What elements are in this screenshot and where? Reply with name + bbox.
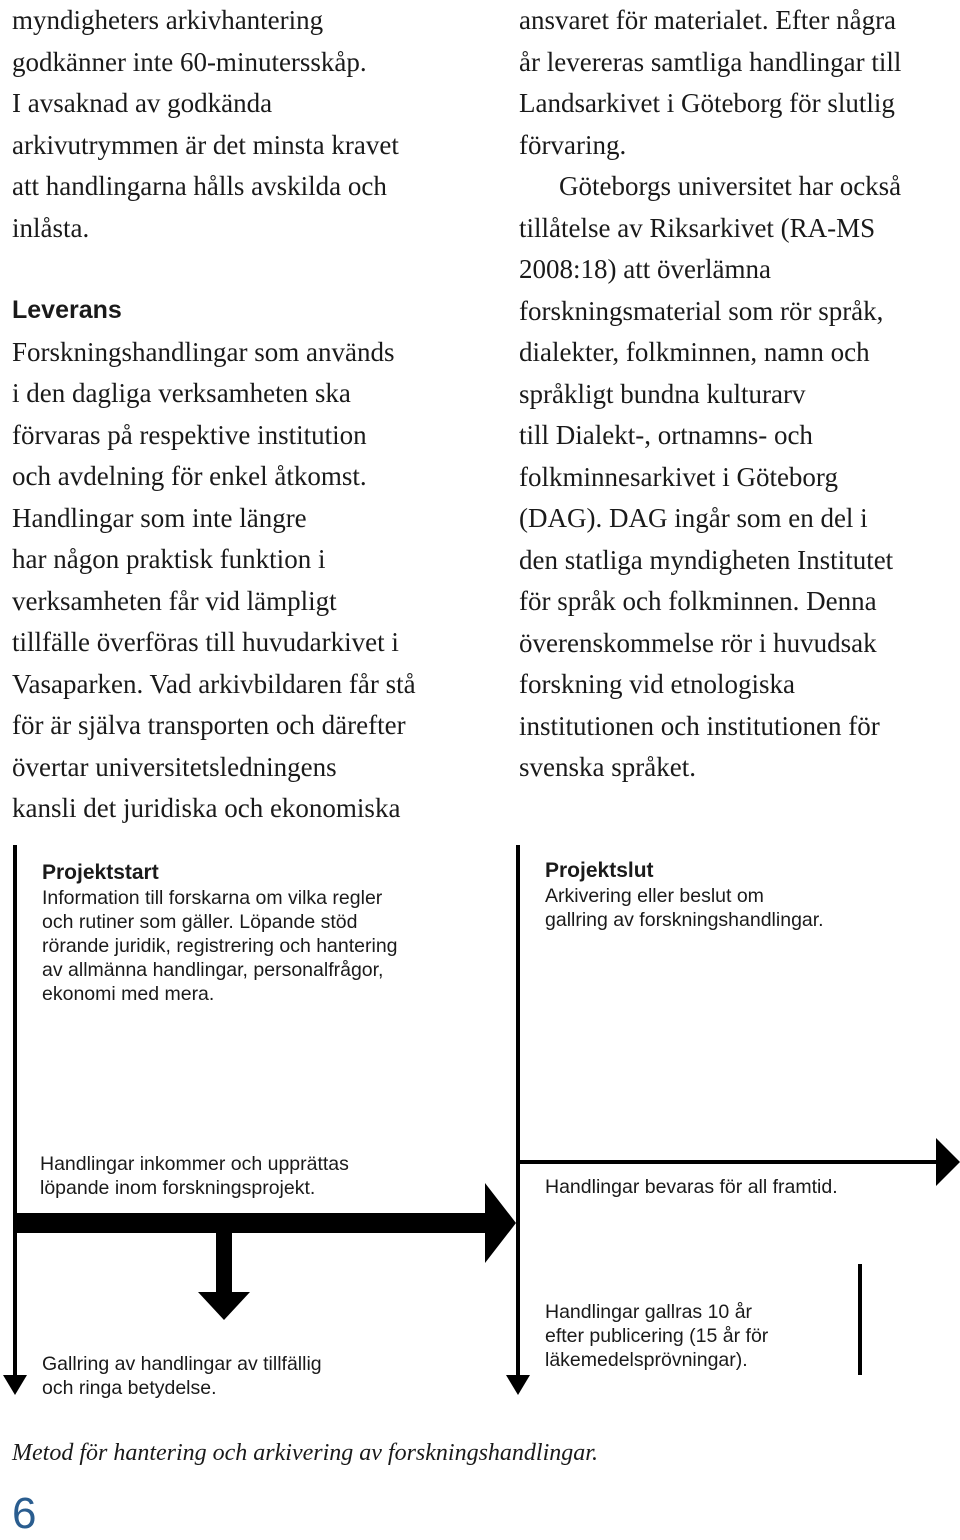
intro-line: att handlingarna hålls avskilda och bbox=[12, 171, 387, 201]
body-line: svenska språket. bbox=[519, 752, 696, 782]
body-line: forskning vid etnologiska bbox=[519, 669, 795, 699]
body-line: folkminnesarkivet i Göteborg bbox=[519, 461, 838, 492]
paragraph-start-line: Göteborgs universitet har också bbox=[559, 171, 902, 201]
projektstart-title: Projektstart bbox=[42, 861, 159, 884]
projektstart-line: och rutiner som gäller. Löpande stöd bbox=[42, 911, 358, 933]
body-line: 2008:18) att överlämna bbox=[519, 254, 771, 284]
body-line: kansli det juridiska och ekonomiska bbox=[12, 793, 401, 823]
left-down-arrow bbox=[3, 1375, 27, 1395]
projektslut-title: Projektslut bbox=[545, 859, 654, 882]
main-bar-arrowhead bbox=[485, 1183, 516, 1263]
intro-line: myndigheters arkivhantering bbox=[12, 5, 324, 35]
gallring-tillfallig-line: Gallring av handlingar av tillfällig bbox=[42, 1353, 322, 1375]
inkommer-line: Handlingar inkommer och upprättas bbox=[40, 1153, 349, 1175]
body-line: Handlingar som inte längre bbox=[12, 502, 307, 533]
gallras-10-line: Handlingar gallras 10 år bbox=[545, 1301, 753, 1323]
body-line: institutionen och institutionen för bbox=[519, 710, 880, 741]
body-line: i den dagliga verksamheten ska bbox=[12, 378, 351, 408]
bevaras-box bbox=[545, 1175, 838, 1199]
body-line: forskningsmaterial som rör språk, bbox=[519, 295, 884, 326]
intro-line: inlåsta. bbox=[12, 212, 90, 243]
body-line: förvaras på respektive institution bbox=[12, 419, 367, 450]
right-tick-line bbox=[858, 1264, 862, 1375]
gallras-10-box bbox=[545, 1300, 768, 1372]
body-line: för är själva transporten och därefter bbox=[12, 710, 406, 740]
projektslut-line: Arkivering eller beslut om bbox=[545, 885, 764, 907]
body-line: överenskommelse rör i huvudsak bbox=[519, 627, 877, 658]
projektstart-line: rörande juridik, registrering och hantering bbox=[42, 935, 398, 957]
body-line: språkligt bundna kulturarv bbox=[519, 378, 806, 409]
body-line: och avdelning för enkel åtkomst. bbox=[12, 461, 367, 491]
projektstart-box bbox=[42, 860, 398, 1006]
intro-line: godkänner inte 60-minutersskåp. bbox=[12, 46, 367, 77]
body-line: övertar universitetsledningens bbox=[12, 751, 337, 782]
body-line: för språk och folkminnen. Denna bbox=[519, 586, 877, 616]
projektslut-line: gallring av forskningshandlingar. bbox=[545, 909, 824, 931]
body-line: Forskningshandlingar som används bbox=[12, 336, 395, 367]
body-line: dialekter, folkminnen, namn och bbox=[519, 337, 870, 367]
body-line: förvaring. bbox=[519, 129, 627, 160]
intro-line: arkivutrymmen är det minsta kravet bbox=[12, 129, 399, 160]
body-line: Vasaparken. Vad arkivbildaren får stå bbox=[12, 668, 416, 699]
body-line: år levereras samtliga handlingar till bbox=[519, 46, 902, 77]
body-line: (DAG). DAG ingår som en del i bbox=[519, 503, 868, 533]
figure-caption: Metod för hantering och arkivering av forskningshandlingar. bbox=[12, 1440, 598, 1466]
left-vertical-line bbox=[13, 845, 17, 1375]
body-line: tillåtelse av Riksarkivet (RA-MS bbox=[519, 212, 876, 243]
body-line: till Dialekt-, ortnamns- och bbox=[519, 420, 813, 450]
projektstart-line: av allmänna handlingar, personalfrågor, bbox=[42, 959, 384, 981]
body-line: har någon praktisk funktion i bbox=[12, 544, 326, 574]
right-vertical-line bbox=[516, 845, 520, 1375]
gallras-10-line: läkemedelsprövningar). bbox=[545, 1349, 748, 1371]
projektstart-line: Information till forskarna om vilka regler bbox=[42, 887, 383, 909]
right-arrowhead bbox=[936, 1138, 960, 1186]
intro-line: I avsaknad av godkända bbox=[12, 88, 273, 118]
branch-stem bbox=[216, 1233, 232, 1293]
inkommer-box bbox=[40, 1152, 349, 1200]
body-line: Landsarkivet i Göteborg för slutlig bbox=[519, 88, 895, 118]
gallras-10-line: efter publicering (15 år för bbox=[545, 1325, 769, 1347]
main-horizontal-bar bbox=[13, 1213, 488, 1233]
body-line: den statliga myndigheten Institutet bbox=[519, 544, 894, 575]
gallring-tillfallig-box bbox=[42, 1352, 322, 1400]
section-heading: Leverans bbox=[12, 296, 122, 324]
projektstart-line: ekonomi med mera. bbox=[42, 983, 215, 1005]
body-line: verksamheten får vid lämpligt bbox=[12, 585, 337, 616]
page-number: 6 bbox=[12, 1489, 37, 1538]
projektslut-box bbox=[545, 858, 824, 932]
right-horizontal-line bbox=[518, 1160, 938, 1164]
gallring-tillfallig-line: och ringa betydelse. bbox=[42, 1377, 217, 1399]
body-line: tillfälle överföras till huvudarkivet i bbox=[12, 627, 399, 657]
body-line: ansvaret för materialet. Efter några bbox=[519, 5, 897, 35]
inkommer-line: löpande inom forskningsprojekt. bbox=[40, 1177, 316, 1199]
right-down-arrow bbox=[506, 1375, 530, 1395]
branch-down-arrow bbox=[198, 1292, 250, 1320]
bevaras-line: Handlingar bevaras för all framtid. bbox=[545, 1176, 838, 1198]
